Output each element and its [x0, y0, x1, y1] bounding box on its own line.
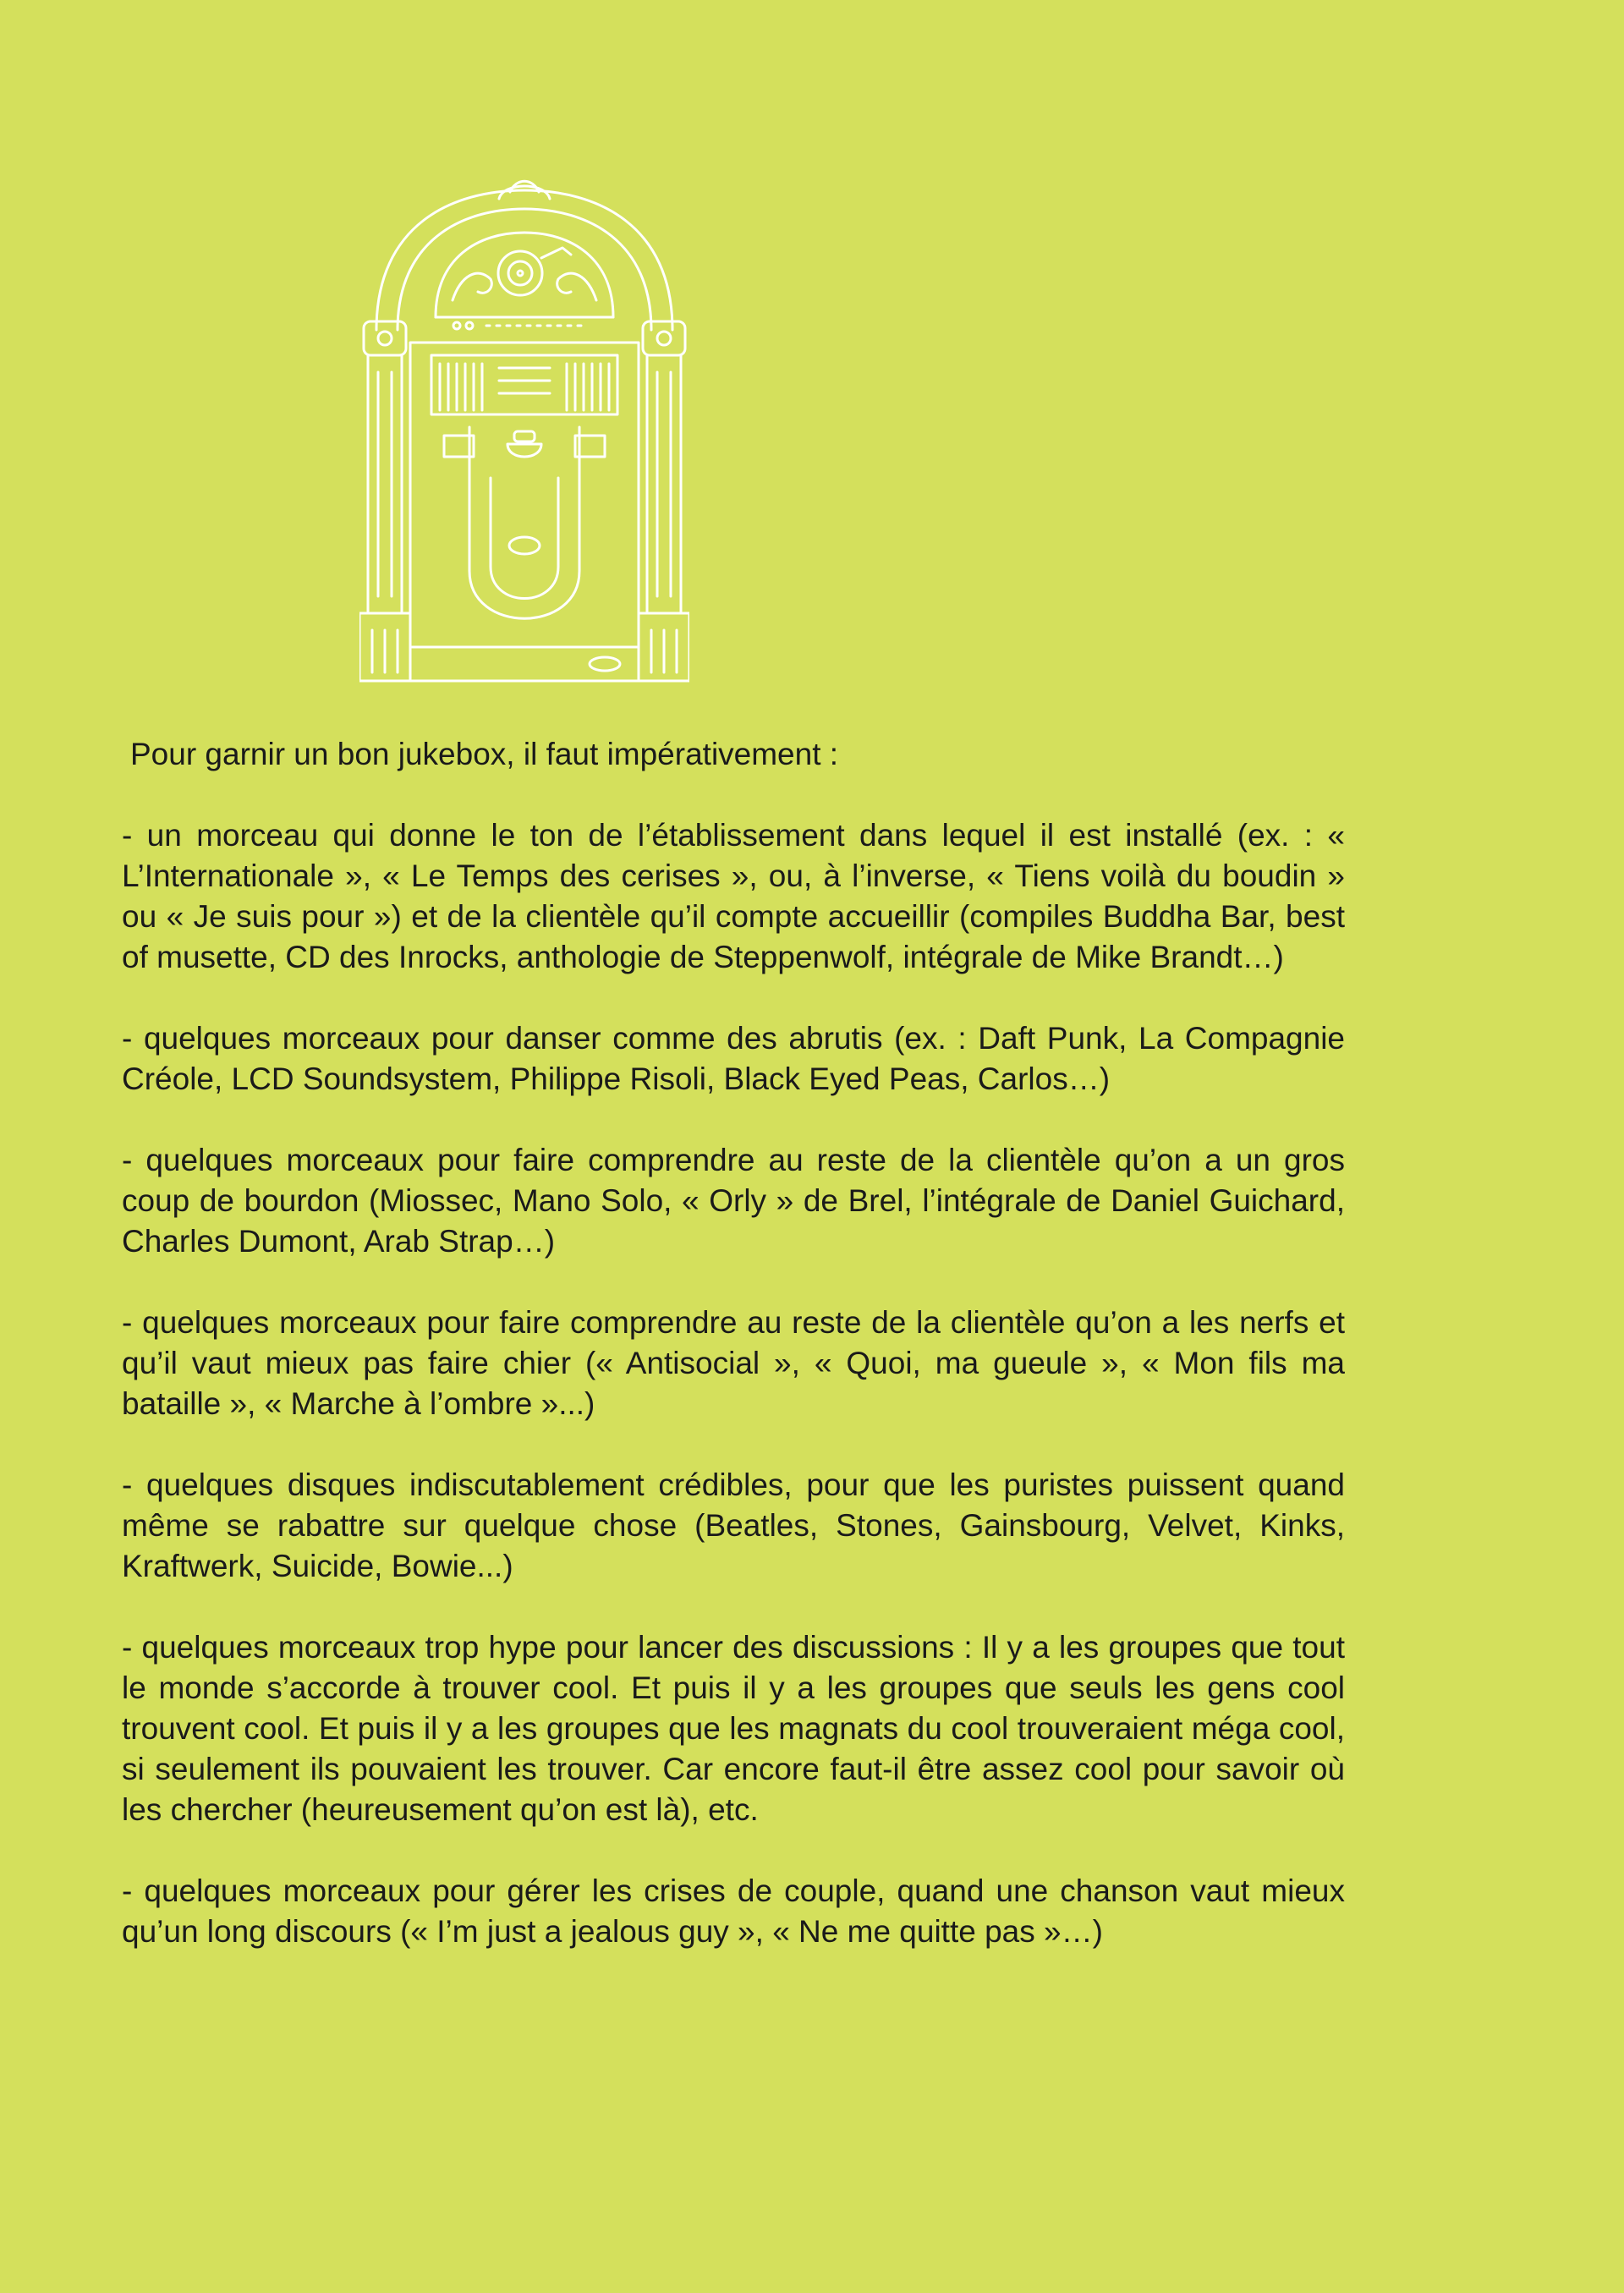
- list-item: - quelques morceaux trop hype pour lancer des discussions : Il y a les groupes que tout le monde s’accorde à trouver cool. Et puis il y a les groupes que seuls les gens cool trouvent cool. Et puis il y a les groupes que les magnats du cool trouveraient méga cool, si seulement ils pouvaient les trouver. Car encore faut-il être assez cool pour savoir où les chercher (heureusement qu’on est là), etc.: [122, 1630, 1345, 1827]
- jukebox-text: [122, 734, 1345, 1993]
- list-item: - quelques morceaux pour faire comprendre au reste de la clientèle qu’on a les nerfs et qu’il vaut mieux pas faire chier (« Antisocial », « Quoi, ma gueule », « Mon fils ma bataille », « Marche à l’ombre »...): [122, 1305, 1345, 1421]
- list-item: - quelques morceaux pour faire comprendre au reste de la clientèle qu’on a un gros coup de bourdon (Miossec, Mano Solo, « Orly » de Brel, l’intégrale de Daniel Guichard, Charles Dumont, Arab Strap…): [122, 1143, 1345, 1259]
- list-item: - un morceau qui donne le ton de l’établissement dans lequel il est installé (ex. : « L’Internationale », « Le Temps des cerises », ou, à l’inverse, « Tiens voilà du boudin » ou « Je suis pour ») et de la clientèle qu’il compte accueillir (compiles Buddha Bar, best of musette, CD des Inrocks, anthologie de Steppenwolf, intégrale de Mike Brandt…): [122, 818, 1345, 974]
- list-item: - quelques disques indiscutablement crédibles, pour que les puristes puissent quand même se rabattre sur quelque chose (Beatles, Stones, Gainsbourg, Velvet, Kinks, Kraftwerk, Suicide, Bowie...): [122, 1467, 1345, 1583]
- intro-text: Pour garnir un bon jukebox, il faut impérativement :: [130, 737, 839, 771]
- jukebox-illustration: [359, 173, 689, 698]
- list-item: - quelques morceaux pour gérer les crises de couple, quand une chanson vaut mieux qu’un long discours (« I’m just a jealous guy », « Ne me quitte pas »…): [122, 1873, 1345, 1949]
- list-item: - quelques morceaux pour danser comme des abrutis (ex. : Daft Punk, La Compagnie Créole, LCD Soundsystem, Philippe Risoli, Black Eyed Peas, Carlos…): [122, 1021, 1345, 1096]
